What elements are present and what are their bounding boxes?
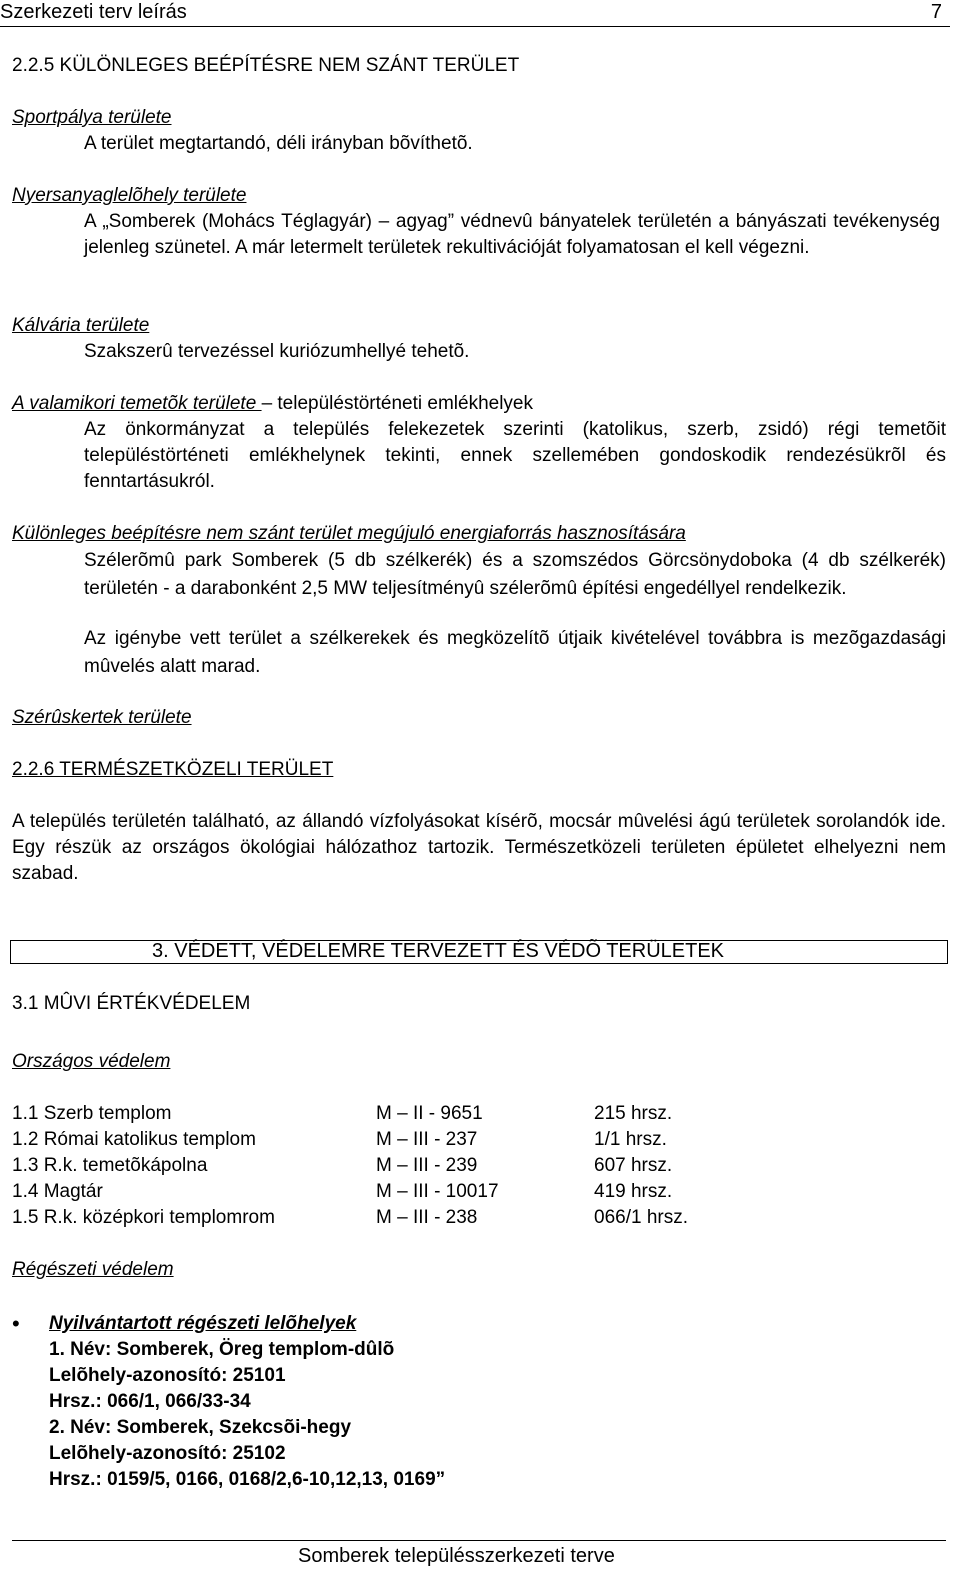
list-item: Lelõhely-azonosító: 25102 — [49, 1443, 286, 1464]
section-heading-box-3 — [10, 940, 948, 964]
section-heading-2-2-5: 2.2.5 KÜLÖNLEGES BEÉPÍTÉSRE NEM SZÁNT TERÜLET — [12, 55, 520, 76]
table-row — [0, 1205, 960, 1231]
document-title: Szerkezeti terv leírás — [0, 1, 187, 23]
list-item: 1. Név: Somberek, Öreg templom-dûlõ — [49, 1339, 395, 1360]
subsection-title-temeto-suffix: – településtörténeti emlékhelyek — [261, 393, 533, 414]
monument-name: 1.5 R.k. középkori templomrom — [12, 1207, 275, 1228]
paragraph-termeszetkozeli: A település területén található, az állandó vízfolyásokat kísérõ, mocsár mûvelési ágú területek sorolandók ide. Egy részük az országos ökológiai hálózathoz tartozik. Természetközeli területen épületet elhelyezni nem szabad. — [12, 811, 946, 884]
table-row — [0, 1127, 960, 1153]
paragraph-megujulo-1: Szélerõmû park Somberek (5 db szélkerék) és a szomszédos Görcsönydoboka (4 db szélkerék) területén - a darabonként 2,5 MW teljesítményû szélerõmû építési engedéllyel rendelkezik. — [84, 550, 946, 599]
subsection-title-temeto-line — [12, 391, 533, 417]
monument-hrsz: 607 hrsz. — [594, 1155, 673, 1176]
monument-hrsz: 066/1 hrsz. — [594, 1207, 688, 1228]
monument-hrsz: 215 hrsz. — [594, 1103, 673, 1124]
subsection-heading-3-1: 3.1 MÛVI ÉRTÉKVÉDELEM — [12, 993, 251, 1014]
page-header — [0, 0, 950, 27]
monument-code: M – III - 238 — [376, 1207, 478, 1228]
paragraph-nyersanyag — [84, 209, 940, 261]
list-item: Lelõhely-azonosító: 25101 — [49, 1365, 286, 1386]
subsection-title-sportpalya: Sportpálya területe — [12, 107, 172, 128]
monument-hrsz: 1/1 hrsz. — [594, 1129, 667, 1150]
monument-code: M – III - 10017 — [376, 1181, 499, 1202]
paragraph-nyersanyag-text: A „Somberek (Mohács Téglagyár) – agyag” védnevû bányatelek területén a bányászati tevékenység jelenleg szünetel. A már letermelt területek rekultivációját folyamatosan el kell végezni. — [84, 211, 940, 258]
monument-code: M – III - 237 — [376, 1129, 478, 1150]
monument-hrsz: 419 hrsz. — [594, 1181, 673, 1202]
list-title-nyilvantartott: Nyilvántartott régészeti lelõhelyek — [49, 1313, 357, 1334]
page-number: 7 — [930, 1, 942, 23]
section-heading-2-2-6: 2.2.6 TERMÉSZETKÖZELI TERÜLET — [12, 759, 334, 780]
section-heading-3: 3. VÉDETT, VÉDELEMRE TERVEZETT ÉS VÉDÕ TERÜLETEK — [152, 940, 725, 962]
subsection-title-temeto: A valamikori temetõk területe — [12, 393, 262, 414]
bullet-icon: • — [12, 1311, 20, 1336]
monument-name: 1.1 Szerb templom — [12, 1103, 172, 1124]
monument-name: 1.4 Magtár — [12, 1181, 103, 1202]
subsection-title-nyersanyag: Nyersanyaglelõhely területe — [12, 185, 247, 206]
subsection-title-kalvaria: Kálvária területe — [12, 315, 150, 336]
paragraph-temeto: Az önkormányzat a település felekezetek szerinti (katolikus, szerb, zsidó) régi temetõit településtörténeti emlékhelynek tekinti, ennek szellemében gondoskodik rendezésükrõl és fenntartásukról. — [84, 419, 946, 492]
subsection-title-szeruskert: Szérûskertek területe — [12, 707, 192, 728]
monument-name: 1.3 R.k. temetõkápolna — [12, 1155, 208, 1176]
list-item: 2. Név: Somberek, Szekcsõi-hegy — [49, 1417, 352, 1438]
paragraph-kalvaria: Szakszerû tervezéssel kuriózumhellyé tehetõ. — [84, 341, 470, 362]
paragraph-sportpalya: A terület megtartandó, déli irányban bõvíthetõ. — [84, 133, 473, 154]
page-footer — [12, 1540, 946, 1567]
table-row — [0, 1179, 960, 1205]
list-item: Hrsz.: 0159/5, 0166, 0168/2,6-10,12,13, 0169” — [49, 1469, 446, 1490]
table-row — [0, 1101, 960, 1127]
subsection-title-orszagos: Országos védelem — [12, 1051, 171, 1072]
list-item: Hrsz.: 066/1, 066/33-34 — [49, 1391, 251, 1412]
paragraph-megujulo-2: Az igénybe vett terület a szélkerekek és megközelítõ útjaik kivételével továbbra is mezõgazdasági mûvelés alatt marad. — [84, 628, 946, 677]
monument-name: 1.2 Római katolikus templom — [12, 1129, 256, 1150]
monument-code: M – III - 239 — [376, 1155, 478, 1176]
subsection-title-regeszeti: Régészeti védelem — [12, 1259, 174, 1280]
footer-text: Somberek településszerkezeti terve — [298, 1545, 615, 1567]
table-row — [0, 1153, 960, 1179]
monument-code: M – II - 9651 — [376, 1103, 483, 1124]
subsection-title-megujulo: Különleges beépítésre nem szánt terület megújuló energiaforrás hasznosítására — [12, 523, 686, 544]
